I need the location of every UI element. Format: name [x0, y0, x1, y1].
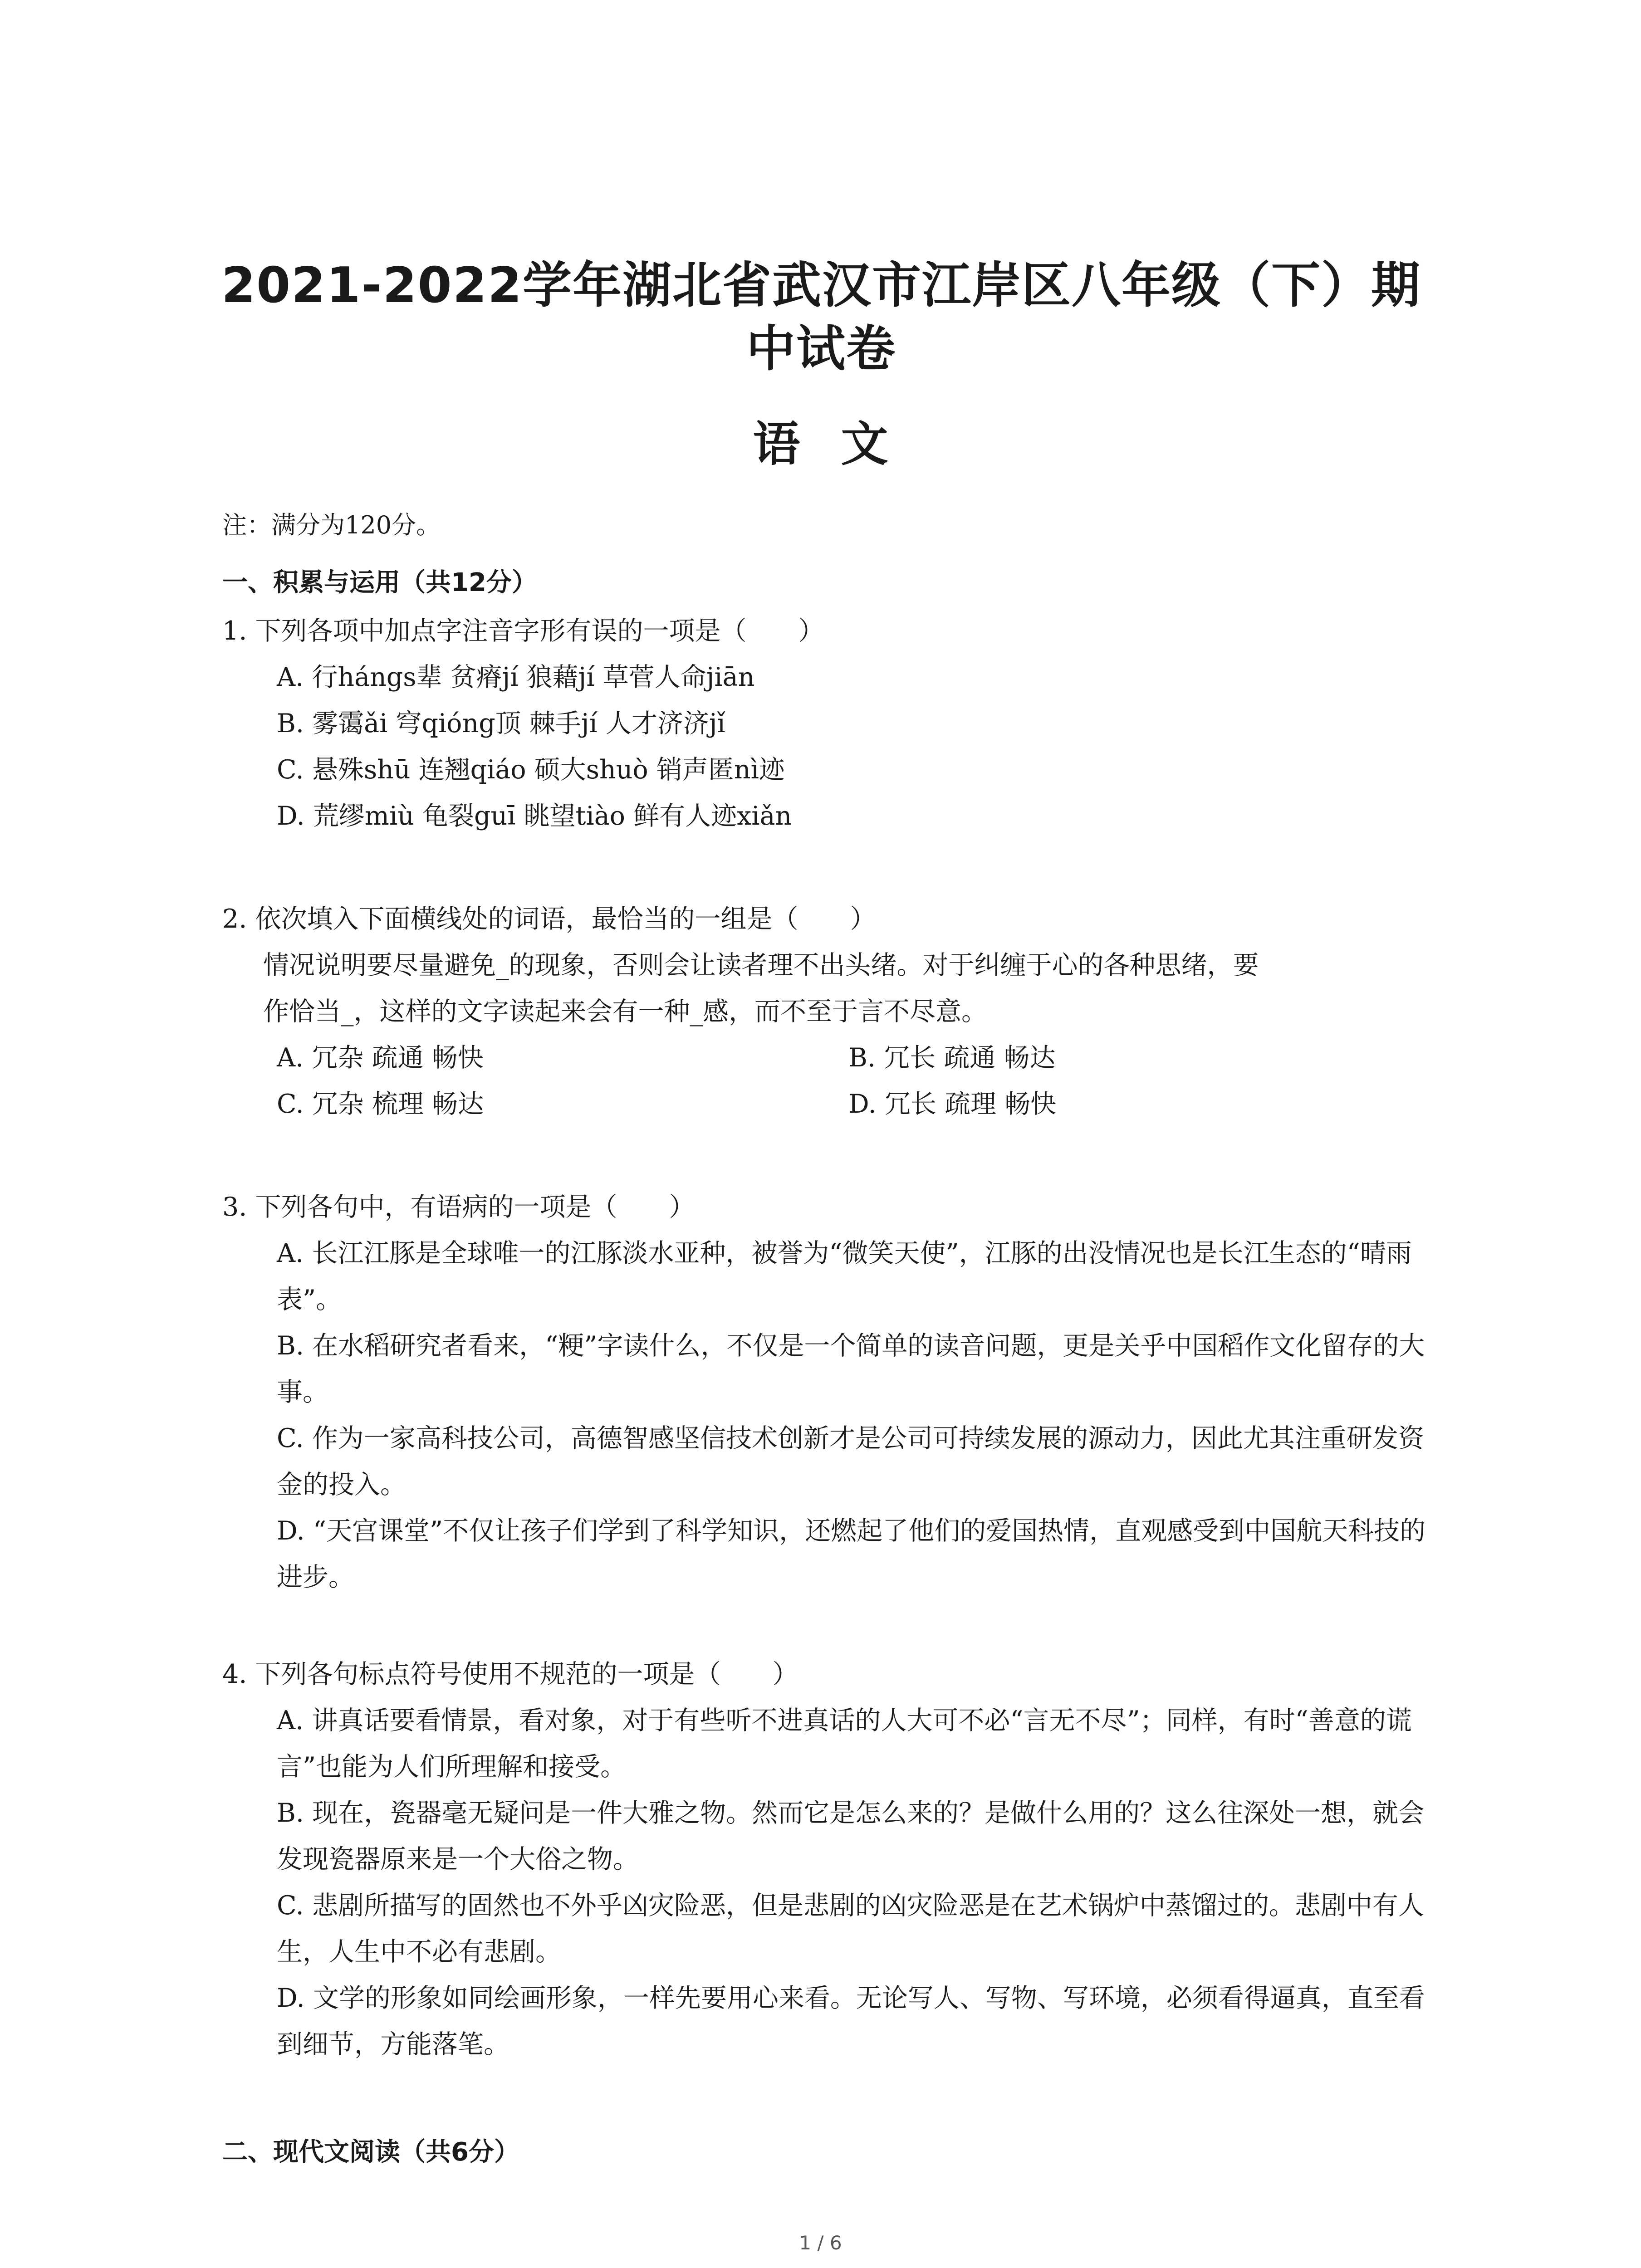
subject-heading: 语文 — [753, 416, 929, 472]
option-b: B. 雾霭ǎi 穹qióng顶 棘手jí 人才济济jǐ — [277, 709, 725, 738]
question-1 — [222, 608, 1447, 839]
option-c: C. 冗杂 梳理 畅达 — [277, 1089, 484, 1119]
question-2 — [222, 896, 1447, 1127]
option-b: B. 现在，瓷器毫无疑问是一件大雅之物。然而它是怎么来的？是做什么用的？这么往深处一想，就会发现瓷器原来是一个大俗之物。 — [277, 1798, 1425, 1874]
passage-line-2: 作恰当_，这样的文字读起来会有一种_感，而不至于言不尽意。 — [263, 997, 987, 1026]
question-stem: 2. 依次填入下面横线处的词语，最恰当的一组是（ ） — [222, 904, 876, 934]
option-a: A. 行hángs辈 贫瘠jí 狼藉jí 草菅人命jiān — [277, 662, 755, 692]
option-b: B. 在水稻研究者看来，“粳”字读什么，不仅是一个简单的读音问题，更是关乎中国稻作文化留存的大事。 — [277, 1331, 1425, 1407]
option-a: A. 冗杂 疏通 畅快 — [277, 1043, 484, 1073]
question-4 — [222, 1651, 1447, 2068]
page-number: 1 / 6 — [799, 2232, 842, 2254]
option-b: B. 冗长 疏通 畅达 — [848, 1043, 1056, 1073]
option-c: C. 悲剧所描写的固然也不外乎凶灾险恶，但是悲剧的凶灾险恶是在艺术锅炉中蒸馏过的。悲剧中有人生，人生中不必有悲剧。 — [277, 1891, 1424, 1967]
option-d: D. “天宫课堂”不仅让孩子们学到了科学知识，还燃起了他们的爱国热情，直观感受到中国航天科技的进步。 — [277, 1516, 1426, 1592]
section-heading-1: 一、积累与运用（共12分） — [222, 568, 537, 597]
options-row-2 — [222, 1081, 1447, 1127]
question-stem: 4. 下列各句标点符号使用不规范的一项是（ ） — [222, 1659, 798, 1689]
option-c: C. 悬殊shū 连翘qiáo 硕大shuò 销声匿nì迹 — [277, 755, 785, 785]
question-stem: 1. 下列各项中加点字注音字形有误的一项是（ ） — [222, 616, 824, 646]
option-d: D. 冗长 疏理 畅快 — [848, 1089, 1057, 1119]
option-d: D. 文学的形象如同绘画形象，一样先要用心来看。无论写人、写物、写环境，必须看得逼真，直至看到细节，方能落笔。 — [277, 1983, 1425, 2059]
section-heading-2: 二、现代文阅读（共6分） — [222, 2137, 519, 2167]
options-row-1 — [222, 1035, 1447, 1081]
score-note: 注：满分为120分。 — [222, 511, 441, 539]
page-title: 2021-2022学年湖北省武汉市江岸区八年级（下）期中试卷 — [221, 257, 1421, 377]
passage-line-1: 情况说明要尽量避免_的现象，否则会让读者理不出头绪。对于纠缠于心的各种思绪，要 — [263, 950, 1259, 980]
option-c: C. 作为一家高科技公司，高德智感坚信技术创新才是公司可持续发展的源动力，因此尤其注重研发资金的投入。 — [277, 1423, 1424, 1500]
question-3 — [222, 1184, 1447, 1600]
question-stem: 3. 下列各句中，有语病的一项是（ ） — [222, 1192, 695, 1222]
option-d: D. 荒缪miù 龟裂guī 眺望tiào 鲜有人迹xiǎn — [277, 801, 792, 831]
option-a: A. 讲真话要看情景，看对象，对于有些听不进真话的人大可不必“言无不尽”；同样，有时“善意的谎言”也能为人们所理解和接受。 — [277, 1706, 1412, 1782]
option-a: A. 长江江豚是全球唯一的江豚淡水亚种，被誉为“微笑天使”，江豚的出没情况也是长江生态的“晴雨表”。 — [277, 1238, 1412, 1315]
